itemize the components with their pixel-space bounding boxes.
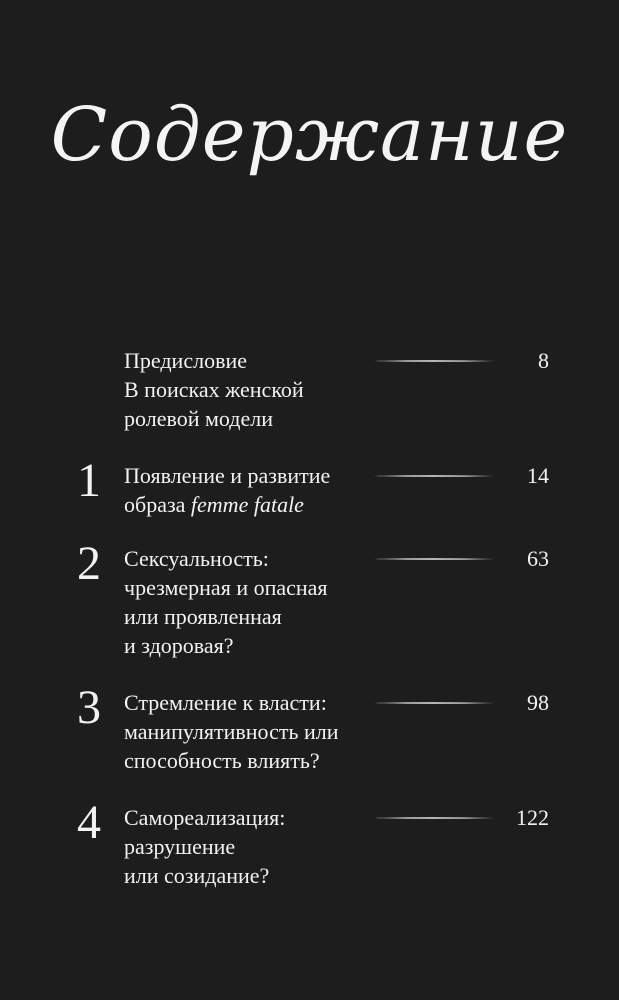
toc-entry-title — [124, 461, 374, 519]
page-title: Содержание — [50, 92, 569, 178]
toc-page-number: 63 — [527, 546, 549, 571]
leader-line — [374, 816, 494, 820]
leader-line — [374, 474, 494, 478]
toc-entry-line: или созидание? — [124, 863, 270, 888]
toc-entry-line: способность влиять? — [124, 748, 320, 773]
toc-entry-line: ролевой модели — [124, 406, 273, 431]
leader-line — [374, 701, 494, 705]
toc-page-number: 14 — [527, 463, 549, 488]
toc-entry-line: Самореализация: — [124, 805, 286, 830]
toc-entry-line: и здоровая? — [124, 633, 234, 658]
toc-entry-line: Сексуальность: — [124, 546, 269, 571]
toc-entry-title — [124, 544, 374, 660]
chapter-number: 2 — [77, 537, 101, 590]
toc-entry-line: чрезмерная и опасная — [124, 575, 328, 600]
toc-entry-line: Стремление к власти: — [124, 690, 327, 715]
toc-entry-line-prefix: образа — [124, 492, 191, 517]
toc-entry-title — [124, 688, 374, 775]
toc-page-number: 98 — [527, 690, 549, 715]
toc-entry-line: манипулятивность или — [124, 719, 339, 744]
leader-line — [374, 557, 494, 561]
toc-entry-line: или проявленная — [124, 604, 282, 629]
toc-entry-line: Предисловие — [124, 348, 247, 373]
toc-entry-title — [124, 803, 374, 890]
toc-entry-title — [124, 346, 374, 433]
toc-entry-line: разрушение — [124, 834, 236, 859]
leader-line — [374, 359, 494, 363]
toc-page-number: 8 — [538, 348, 549, 373]
toc-entry-line — [124, 490, 374, 519]
toc-entry-line: В поисках женской — [124, 377, 304, 402]
chapter-number: 1 — [77, 454, 101, 507]
chapter-number: 3 — [77, 681, 101, 734]
toc-entry-line-italic: femme fatale — [190, 492, 304, 517]
toc-page-number: 122 — [516, 805, 549, 830]
chapter-number: 4 — [77, 796, 101, 849]
toc-entry-line: Появление и развитие — [124, 463, 331, 488]
